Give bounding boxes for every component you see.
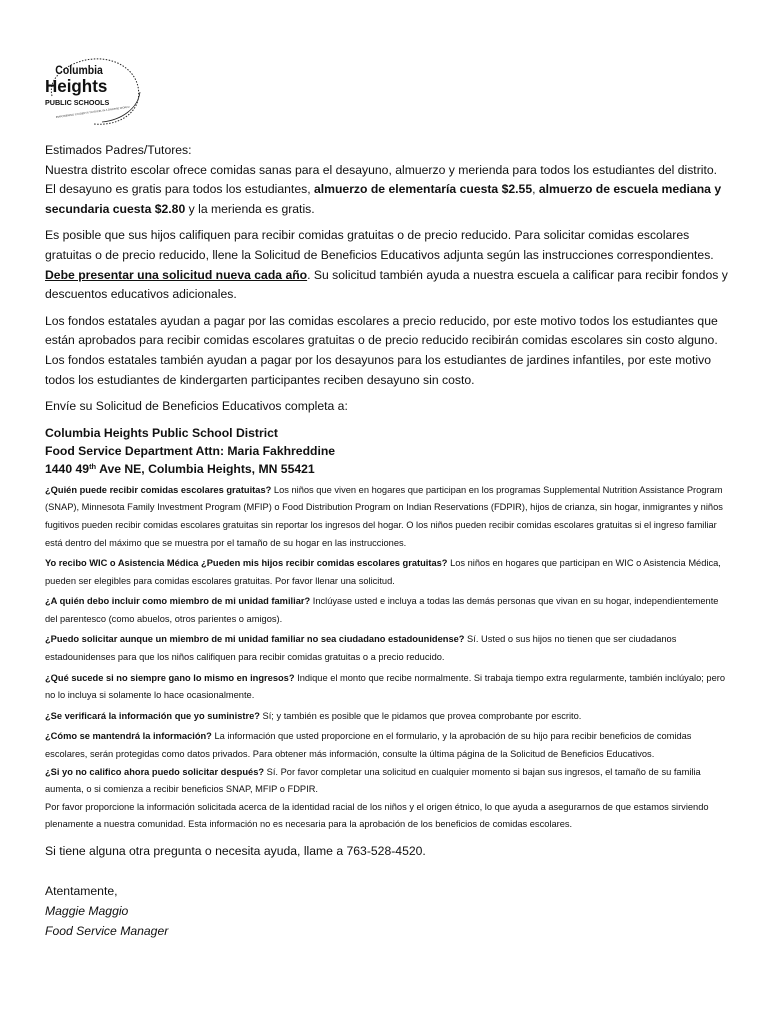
faq-question: ¿Si yo no califico ahora puedo solicitar después? xyxy=(45,766,265,777)
faq-item xyxy=(45,631,730,666)
faq-question: ¿Quién puede recibir comidas escolares gratuitas? xyxy=(45,484,272,495)
p1-text-e: y la merienda es gratis. xyxy=(185,201,315,216)
letter-body xyxy=(45,141,730,941)
faq-item xyxy=(45,670,730,705)
secondary-lunch-price: almuerzo de escuela mediana y secundaria cuesta $2.80 xyxy=(45,182,722,216)
faq-item xyxy=(45,555,730,590)
signer-title: Food Service Manager xyxy=(45,924,169,938)
address-district: Columbia Heights Public School District xyxy=(45,425,278,440)
logo-tagline: EMPOWERING STUDENTS TO EXCEL IN A DIVERSE WORLD xyxy=(55,105,130,119)
p2-text-a: Es posible que sus hijos califiquen para recibir comidas gratuitas o de precio reducido. Para solicitar comidas escolares gratuitas o de precio reducido, llene la Solicitud de Beneficios Educativos adjunta según las instrucciones correspondientes. xyxy=(45,228,714,262)
faq-item xyxy=(45,764,730,799)
paragraph-state-funds: Los fondos estatales ayudan a pagar por las comidas escolares a precio reducido, por este motivo todos los estudiantes que están aprobados para recibir comidas escolares gratuitas o de precio reducido recibirán comidas escolares sin costo alguno. Los fondos estatales también ayudan a pagar por los desayunos para los estudiantes de jardines infantiles, por este motivo todos los estudiantes de kindergarten participantes reciben desayuno sin costo. xyxy=(45,313,718,387)
p1-text-a: Nuestra distrito escolar ofrece comidas sanas para el desayuno, almuerzo y merienda para todos los estudiantes del distrito. El desayuno es gratis para todos los estudiantes, xyxy=(45,162,718,197)
faq-item xyxy=(45,593,730,628)
logo-heights: Heights xyxy=(45,75,108,96)
faq-item xyxy=(45,708,730,726)
signer-name: Maggie Maggio xyxy=(45,904,129,918)
paragraph-send-to: Envíe su Solicitud de Beneficios Educativos completa a: xyxy=(45,399,348,414)
faq-item xyxy=(45,482,730,552)
faq-answer: Sí. Por favor completar una solicitud en cualquier momento si bajan sus ingresos, el tamaño de su familia aumenta, o si comienza a recibir beneficios SNAP, MFIP o FDPIR. xyxy=(45,766,701,795)
logo-public-schools: PUBLIC SCHOOLS xyxy=(45,98,110,107)
faq-answer: Sí; y también es posible que le pidamos que provea comprobante por escrito. xyxy=(259,710,582,721)
greeting: Estimados Padres/Tutores: xyxy=(45,143,192,157)
district-logo xyxy=(42,52,146,130)
p2-text-c: . Su solicitud también ayuda a nuestra escuela a calificar para recibir fondos y descuentos educativos adicionales. xyxy=(45,267,728,302)
faq-answer: La información que usted proporcione en el formulario, y la aprobación de su hijo para recibir beneficios de comidas escolares, serán protegidas como datos privados. Para obtener más información, consulte la última página de la Solicitud de Beneficios Educativos. xyxy=(45,731,692,760)
faq-item xyxy=(45,728,730,763)
contact-line: Si tiene alguna otra pregunta o necesita ayuda, llame a 763-528-4520. xyxy=(45,844,426,858)
address-department: Food Service Department Attn: Maria Fakhreddine xyxy=(45,443,336,458)
street-rest: Ave NE, Columbia Heights, MN 55421 xyxy=(96,461,315,476)
faq-question: Yo recibo WIC o Asistencia Médica ¿Pueden mis hijos recibir comidas escolares gratuitas? xyxy=(45,558,448,569)
street-number: 1440 49 xyxy=(45,461,90,476)
p1-text-c: , xyxy=(532,182,539,197)
street-ordinal: th xyxy=(89,461,97,471)
faq-question: ¿Qué sucede si no siempre gano lo mismo en ingresos? xyxy=(45,672,295,683)
faq-question: ¿Cómo se mantendrá la información? xyxy=(45,731,212,742)
faq-answer: Inclúyase usted e incluya a todas las demás personas que vivan en su hogar, independientemente del parentesco (como abuelos, otros parientes o amigos). xyxy=(45,596,719,624)
salutation: Atentamente, xyxy=(45,884,118,898)
faq-answer: Indique el monto que recibe normalmente. Si trabaja tiempo extra regularmente, también inclúyalo; pero no lo incluya si solamente lo hace ocasionalmente. xyxy=(45,672,726,701)
address-street xyxy=(45,460,730,478)
new-application-notice: Debe presentar una solicitud nueva cada año xyxy=(45,267,308,282)
faq-question: ¿A quién debo incluir como miembro de mi unidad familiar? xyxy=(45,596,311,607)
faq-answer: Los niños en hogares que participan en WIC o Asistencia Médica, pueden ser elegibles para comidas escolares gratuitas. Por favor llenar una solicitud. xyxy=(45,558,721,586)
faq-answer: Los niños que viven en hogares que participan en los programas Supplemental Nutrition Assistance Program (SNAP), Minnesota Family Investment Program (MFIP) o Food Distribution Program on Indian Reservations (FDPIR), hijos de crianza, sin hogar, inmigrantes y niños fugitivos pueden recibir comidas escolares gratuitas sin reportar los ingresos del hogar. O los niños pueden recibir comidas escolares gratuitas si el ingreso familiar está dentro del máximo que se muestra por el tamaño de su hogar en las instrucciones. xyxy=(45,484,723,548)
elementary-lunch-price: almuerzo de elementaría cuesta $2.55 xyxy=(313,182,533,197)
logo-columbia: Columbia xyxy=(55,64,103,78)
faq-answer: Sí. Usted o sus hijos no tienen que ser ciudadanos estadounidenses para que los niños califiquen para recibir comidas gratuitas o a precio reducido. xyxy=(45,634,677,663)
paragraph-eligibility xyxy=(45,226,730,304)
faq-question: ¿Puedo solicitar aunque un miembro de mi unidad familiar no sea ciudadano estadounidense? xyxy=(45,634,465,645)
paragraph-meal-prices xyxy=(45,161,730,220)
faq-question: ¿Se verificará la información que yo suministre? xyxy=(45,710,260,721)
faq-race-note: Por favor proporcione la información solicitada acerca de la identidad racial de los niños y el origen étnico, lo que ayuda a asegurarnos de que estamos sirviendo plenamente a nuestra comunidad. Esta información no es necesaria para la aprobación de los beneficios de comidas escolares. xyxy=(45,801,709,830)
